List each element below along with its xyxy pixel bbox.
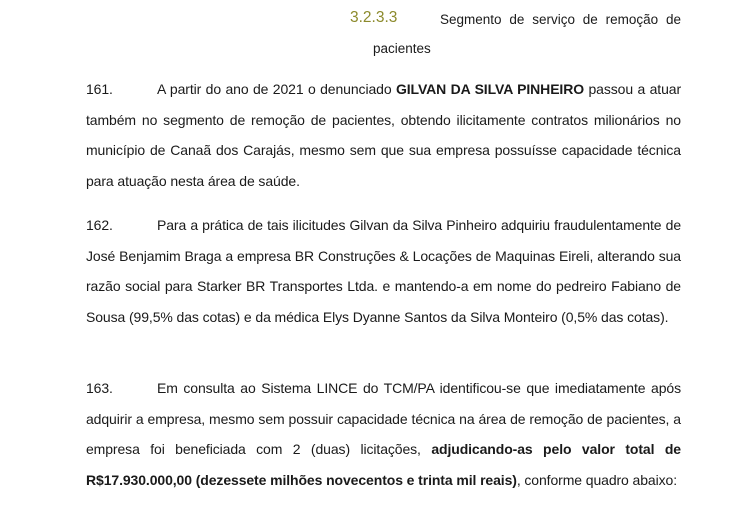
paragraph-162 [86, 210, 681, 332]
paragraph-number: 162. [86, 217, 113, 233]
paragraph-text: Para a prática de tais ilicitudes Gilvan da Silva Pinheiro adquiriu fraudulentamente de José Benjamim Braga a empresa BR Construções & Locações de Maquinas Eireli, alterando sua razão social para Starker BR Transportes Ltda. e mantendo-a em nome do pedreiro Fabiano de Sousa (99,5% das cotas) e da médica Elys Dyanne Santos da Silva Monteiro (0,5% das cotas). [86, 217, 681, 325]
paragraph-161 [86, 74, 681, 196]
paragraph-text: , conforme quadro abaixo: [516, 471, 677, 488]
paragraph-number: 161. [86, 81, 113, 97]
paragraph-text: A partir do ano de 2021 o denunciado [157, 81, 396, 97]
section-number: 3.2.3.3 [350, 9, 398, 26]
paragraph-bold-text: GILVAN DA SILVA PINHEIRO [395, 81, 585, 97]
paragraph-text: passou a atuar também no segmento de remoção de pacientes, obtendo ilicitamente contratos milionários no município de Canaã dos Carajás, mesmo sem que sua empresa possuísse capacidade técnica para atuação nesta área de saúde. [86, 81, 682, 189]
paragraph-number: 163. [86, 380, 113, 396]
paragraph-bold-text: adjudicando-as pelo valor total de R$17.930.000,00 (dezessete milhões novecentos e trinta mil reais) [86, 441, 681, 488]
paragraph-163 [86, 373, 681, 495]
section-title-line1: Segmento de serviço de remoção de [440, 12, 681, 27]
section-title-line2: pacientes [373, 41, 431, 56]
paragraph-text: Em consulta ao Sistema LINCE do TCM/PA identificou-se que imediatamente após adquirir a empresa, mesmo sem possuir capacidade técnica na área de remoção de pacientes, a empresa foi beneficiada com 2 (duas) licitações, [86, 380, 681, 457]
